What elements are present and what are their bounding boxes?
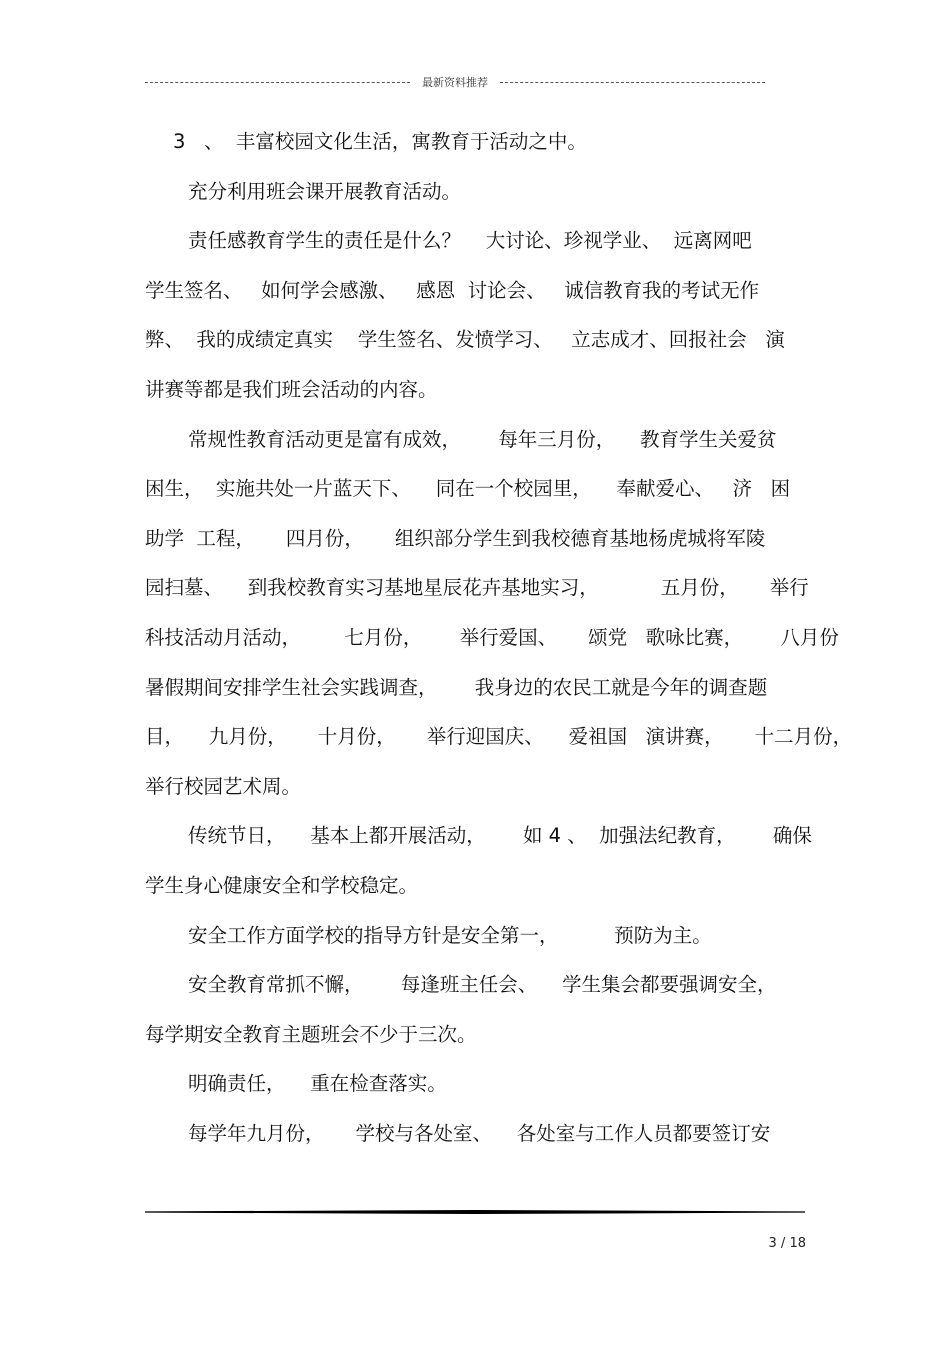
- text-line: 科技活动月活动， 七月份， 举行爱国、 颂党 歌咏比赛， 八月份: [145, 625, 839, 649]
- text-line: 充分利用班会课开展教育活动。: [188, 179, 462, 203]
- text-line: 困生， 实施共处一片蓝天下、 同在一个校园里， 奉献爱心、 济 困: [145, 477, 791, 501]
- text-line: 暑假期间安排学生社会实践调查， 我身边的农民工就是今年的调查题: [145, 675, 768, 699]
- text-line: 每学期安全教育主题班会不少于三次。: [145, 1022, 477, 1046]
- text-line: 助学 工程， 四月份， 组织部分学生到我校德育基地杨虎城将军陵: [145, 526, 766, 550]
- page-number: 3 / 18: [768, 1236, 806, 1251]
- header-title: 最新资料推荐: [422, 76, 488, 89]
- text-line: 传统节日， 基本上都开展活动， 如 4 、 加强法纪教育， 确保: [188, 824, 812, 848]
- text-line: 明确责任， 重在检查落实。: [188, 1072, 447, 1096]
- text-line: 举行校园艺术周。: [145, 774, 302, 798]
- document-body: [145, 117, 853, 1158]
- text-line: 常规性教育活动更是富有成效， 每年三月份， 教育学生关爱贫: [188, 427, 777, 451]
- text-line: 3 、 丰富校园文化生活，寓教育于活动之中。: [173, 130, 587, 153]
- text-line: 弊、 我的成绩定真实 学生签名、发愤学习、 立志成才、回报社会 演: [145, 328, 785, 352]
- footer-rule: [145, 1210, 805, 1214]
- text-line: 讲赛等都是我们班会活动的内容。: [145, 377, 438, 401]
- header-rule-right: [500, 82, 765, 83]
- text-line: 目， 九月份， 十月份， 举行迎国庆、 爱祖国 演讲赛， 十二月份，: [145, 725, 853, 749]
- text-line: 每学年九月份， 学校与各处室、 各处室与工作人员都要签订安: [188, 1121, 771, 1145]
- text-line: 学生签名、 如何学会感激、 感恩 讨论会、 诚信教育我的考试无作: [145, 278, 760, 302]
- text-line: 安全教育常抓不懈， 每逢班主任会、 学生集会都要强调安全，: [188, 973, 777, 997]
- text-line: 学生身心健康安全和学校稳定。: [145, 873, 419, 897]
- text-line: 责任感教育学生的责任是什么？ 大讨论、珍视学业、 远离网吧: [188, 229, 752, 253]
- page-header: [145, 72, 765, 92]
- text-line: 安全工作方面学校的指导方针是安全第一， 预防为主。: [188, 923, 712, 947]
- header-rule-left: [145, 82, 410, 83]
- text-line: 园扫墓、 到我校教育实习基地星辰花卉基地实习， 五月份， 举行: [145, 576, 809, 600]
